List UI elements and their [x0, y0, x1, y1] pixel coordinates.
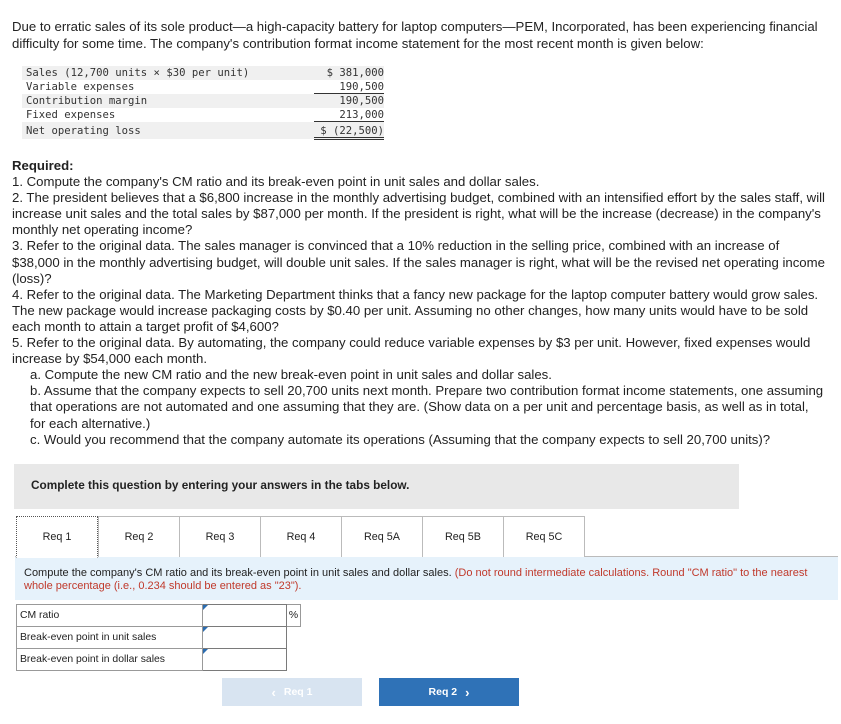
- statement-label: Net operating loss: [26, 125, 141, 137]
- requirement-4: 4. Refer to the original data. The Marketing Department thinks that a fancy new package for the laptop computer battery would grow sales. The new package would increase packaging costs by $0.40 per unit. Assuming no other changes, how many units would have to be sold each month to attain a target profit of $4,600?: [12, 286, 819, 334]
- statement-row-variable-expenses: [22, 80, 384, 94]
- tab-req-2[interactable]: Req 2: [98, 516, 180, 557]
- chevron-right-icon: ›: [465, 684, 470, 700]
- answer-row-cm-ratio: [17, 605, 301, 627]
- prev-req-label: Req 1: [283, 686, 313, 698]
- requirement-3: 3. Refer to the original data. The sales manager is convinced that a 10% reduction in the selling price, combined with an increase of $38,000 in the monthly advertising budget, will double unit sales. If the sales manager is right, what will be the revised net operating income (loss)?: [12, 238, 825, 286]
- required-section: [12, 158, 827, 448]
- requirement-5c: c. Would you recommend that the company automate its operations (Assuming that the company expects to sell 20,700 units)?: [30, 431, 771, 447]
- chevron-left-icon: ‹: [271, 684, 276, 700]
- tab-req-3[interactable]: Req 3: [179, 516, 261, 557]
- prev-req-button[interactable]: [222, 678, 362, 706]
- next-req-button[interactable]: [379, 678, 519, 706]
- be-dollars-label: Break-even point in dollar sales: [17, 649, 203, 671]
- statement-row-net-operating-loss: [22, 122, 384, 139]
- question-note: (Do not round intermediate calculations. Round "CM ratio" to the nearest whole percentage (i.e., 0.234 should be entered as "23").: [24, 567, 808, 592]
- statement-row-contribution-margin: [22, 94, 384, 108]
- next-req-label: Req 2: [428, 686, 458, 698]
- question-panel: [15, 557, 838, 600]
- be-units-label: Break-even point in unit sales: [17, 627, 203, 649]
- tab-req-5a[interactable]: Req 5A: [341, 516, 423, 557]
- statement-value: $ (22,500): [314, 125, 384, 140]
- tab-req-4[interactable]: Req 4: [260, 516, 342, 557]
- cm-ratio-label: CM ratio: [17, 605, 203, 627]
- question-text-block: [24, 567, 829, 593]
- required-heading: Required:: [12, 158, 74, 173]
- blank-cell: [287, 649, 301, 671]
- tab-req-5b[interactable]: Req 5B: [422, 516, 504, 557]
- be-units-cell: [203, 627, 287, 649]
- statement-label: Variable expenses: [26, 81, 135, 93]
- cm-ratio-cell: [203, 605, 287, 627]
- requirement-5: 5. Refer to the original data. By automating, the company could reduce variable expenses by $3 per unit. However, fixed expenses would increase by $54,000 each month.: [12, 335, 811, 367]
- income-statement: [22, 66, 384, 139]
- question-text: Compute the company's CM ratio and its break-even point in unit sales and dollar sales.: [24, 567, 452, 579]
- answer-table: [16, 604, 301, 671]
- requirement-5a: a. Compute the new CM ratio and the new break-even point in unit sales and dollar sales.: [30, 367, 552, 383]
- be-units-input[interactable]: [203, 627, 286, 648]
- statement-label: Fixed expenses: [26, 109, 116, 121]
- tab-req-1[interactable]: Req 1: [16, 516, 98, 558]
- requirement-2: 2. The president believes that a $6,800 increase in the monthly advertising budget, combined with an intensified effort by the sales staff, will increase unit sales and the total sales by $87,000 per month. If the president is right, what will be the increase (decrease) in the company's monthly net operating income?: [12, 190, 825, 238]
- instruction-text: Complete this question by entering your answers in the tabs below.: [31, 478, 410, 492]
- blank-cell: [287, 627, 301, 649]
- instruction-bar: [14, 464, 739, 509]
- statement-row-fixed-expenses: [22, 108, 384, 122]
- requirement-5b: b. Assume that the company expects to sell 20,700 units next month. Prepare two contribution format income statements, one assuming that operations are not automated and one assuming that they are. (Show data on a per unit and percentage basis, as well as in total, for each alternative.): [30, 383, 824, 431]
- intro-paragraph: Due to erratic sales of its sole product—a high-capacity battery for laptop computers—PEM, Incorporated, has been experiencing financial difficulty for some time. The company's contribution format income statement for the most recent month is given below:: [12, 19, 818, 51]
- be-dollars-input[interactable]: [203, 649, 286, 670]
- cm-ratio-input[interactable]: [203, 605, 286, 626]
- tab-req-5c[interactable]: Req 5C: [503, 516, 585, 557]
- requirement-1: 1. Compute the company's CM ratio and its break-even point in unit sales and dollar sales.: [12, 174, 540, 190]
- statement-row-sales: [22, 66, 384, 80]
- statement-label: Contribution margin: [26, 95, 148, 107]
- answer-row-be-units: [17, 627, 301, 649]
- statement-label: Sales (12,700 units × $30 per unit): [26, 67, 250, 79]
- statement-value: 213,000: [314, 109, 384, 122]
- statement-value: 190,500: [314, 81, 384, 94]
- answer-row-be-dollars: [17, 649, 301, 671]
- percent-unit: %: [287, 605, 301, 627]
- statement-value: 190,500: [339, 95, 384, 107]
- statement-value: $ 381,000: [326, 67, 384, 79]
- requirement-tabs: [15, 516, 838, 557]
- be-dollars-cell: [203, 649, 287, 671]
